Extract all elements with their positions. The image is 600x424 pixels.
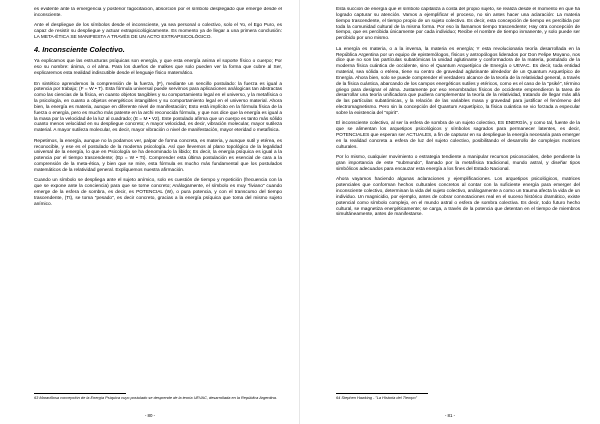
footnote-rule bbox=[34, 393, 126, 394]
paragraph: Por lo mismo, cualquier movimiento o estrategia tendiente a manipular recursos psicosociales, debe pendiente la gran importancia de este "submundo", llamado por la metafísica tradicional, mundo astral, y diseñar tipos simbólicos adecuados para encauzar esta energía a los fines del Estado Nacional. bbox=[336, 155, 580, 172]
paragraph: La energía es materia, o a la inversa, la materia es energía; Y esta revolucionaria teoría desarrollada en la República Argentina por un equipo de epistemólogos, físicos y antropólogos liderados por Don Felipe Moyano, nos dice que no son las partículas subatómicas la unidad aglutinante y conformadora de la materia, postulado de la moderna física cuántica de occidente, sino el Quantum Arquetípico de Energía o UEVAC. Es decir, toda entidad material, sea sólida o etérea, tiene su centro de gravedad aglutinante alrededor de un Quantum Arquetípico de Energía. Ahora bien, solo se puede comprender el verdadero alcance de la teoría de la relatividad general, a través de la física cuántica, abarcando de los campos energéticos sutiles y etéricos, como es el caso de la "psiké", término griego para designar el alma. Justamente por eso renombrados físicos de occidente emprendieron la tarea de desarrollar una teoría unificadora que pudiera complementar la teoría de la relatividad, tratando de llegar más allá de las partículas subatómicas, y la relación de las variables masa y gravedad para justificar el fenómeno del electromagnetismo. Pero sin la concepción del Quantum Arquetípico, la física cuántica se vio forzada a especular sobre la existencia del "spirit". bbox=[336, 46, 580, 116]
footnote: 63 Maravillosa concepción de la Energía Psíquica cuyo postulado se desprende de la teoría UEVAC, desarrollada en la República Argentina. bbox=[34, 395, 277, 400]
page-number: - 81 - bbox=[444, 413, 456, 418]
right-page bbox=[300, 0, 600, 424]
paragraph: Repetimos, la energía, aunque no la podamos ver, palpar de forma concreta, es materia, y aunque sutil y etérea, es reconocible, y ese es el postulado de la moderna psicología. Así que llevemos al plano topológico de la legalidad universal de la energía, lo que en Psicología se ha denominado la libido; Es decir, la energía psíquica es igual a la potencia por el tiempo trascendente; (Ep = W • Tt). Comprender esta última postulación es esencial de cara a la comprensión de la meta-ética, y bien que se mire, esta fórmula es mucho más fundamental que los postulados matemáticos de la relatividad general. Expliquemos nuestra afirmación. bbox=[34, 138, 282, 173]
left-text-column bbox=[34, 7, 282, 385]
paragraph: Ante el despliegue de los símbolos desde el inconsciente, ya sea personal o colectivo, solo el Yo, el Ego Puro, es capaz de resistir su despliegue y actuar extrapsicológicamente. Es momento ya de llegar a una primera conclusión: LA META-ÉTICA SE MANIFIESTA A TRAVÉS DE UN ACTO EXTRAPSICOLÓGICO. bbox=[34, 23, 282, 40]
paragraph: El inconsciente colectivo, al ser la esfera de sombra de un sujeto colectivo, ES ENERGÍA, y como tal, fuente de la que se alimentan los arquetipos psicológicos y símbolos sagrados para permanecer latentes, es decir, POTENCIALES que esperan ser ACTUALES, a fin de capturar en su despliegue la energía necesaria para emerger en la realidad concreta a esfera de luz del sujeto colectivo, posibilitando el desarrollo de complejos motrices culturales. bbox=[336, 121, 580, 150]
section-heading: 4. Inconsciente Colectivo. bbox=[34, 45, 125, 55]
paragraph: Ahora vayamos haciendo algunas aclaraciones y ejemplificaciones. Los arquetipos psicológicos, matrices potenciales que conforman hechos culturales concretos al contar con la suficiente energía para emerger del inconsciente colectivo, determinan la vida del sujeto colectivo, análogamente a como un trauma afecta la vida de un individuo. Un magnicidio, por ejemplo, antes de cobrar connotaciones real en el suceso histórico dramático, existe potencial como símbolo complejo, en el mundo astral o esfera de sombra colectiva. Es decir, todo futuro hecho cultural, se magnetiza energéticamente; se carga, a través de la potencia que detentan en el tiempo de miembros simultáneamente, antes de manifestarse. bbox=[336, 177, 580, 218]
right-text-column bbox=[336, 7, 580, 385]
paragraph: Ya explicamos que las estructuras psíquicas son energía, y que esta energía anima el soporte físico o cuerpo; Por eso su nombre: ánima, o el alma. Para los dueños de malkes que solo pueden ver la forma que cubre al Ser, explicaremos esta realidad indiscutible desde el lenguaje físico matemático. bbox=[34, 59, 282, 77]
paragraph: Ésta succión de energía que el símbolo capitaliza a costa del propio sujeto, se realiza desde el momento en que ha logrado capturar su atención. Vamos a ejemplificar el proceso, no sin antes hacer una aclaración: La materia tiempo trascendente, el tiempo propio de un sujeto colectivo. Es decir, esta concepción de tiempo es percibida por toda la comunidad cultural de la misma forma. Por eso la llamamos tiempo trascendente; Hay otra concepción de tiempo, que es percibida únicamente por cada individuo; Recibe el nombre de tiempo inmanente, y solo puede ser percibido por uno mismo. bbox=[336, 7, 580, 42]
footnote: 64 Stephen Hawking - "La Historia del Tiempo" bbox=[336, 395, 418, 400]
page-number: - 80 - bbox=[144, 413, 156, 418]
paragraph: En sintético aprendemos la comprensión de la fuerza, (F), mediante un sencillo postulado: la fuerza es igual a potencia por trabajo; (F = W • T). Esta fórmula universal puede servirnos para aplicaciones análogicas tan abstractas como las ciencias de la física, en cuanto objetos tangibles y su comportamiento legal en el universo, y la metafísica o la psicología, en cuanto a objetos energéticos intangibles y su comportamiento legal en el universo material. Ahora bien, la energía es materia, aunque en diferente nivel de manifestación; Esto está implícito en la fórmula física de la fuerza o energía, pero es mucho más patente en la archi reconocida fórmula, y que nos dice que la energía es igual a la masa por la velocidad de la luz al cuadrado; (E = M • V2). Este postulado afirma que un cuerpo es tanto más sólido cuanto menos velocidad en su despliegue concreto; A mayor velocidad, es decir, vibración molecular, mayor sutileza material. A mayor sutileza molecular, es decir, mayor vibración o nivel de manifestación, mayor eteridad o metafísica. bbox=[34, 81, 282, 134]
paragraph: Cuando un símbolo se despliega ante el sujeto anímico, solo es cuestión de tiempo y repetición (frecuencia con la que se expone ante la conciencia) para que se torne concreto; Análogamente, el símbolo es muy "liviano" cuando emerge de la esfera de sombra, es decir, es POTENCIAL (W), o pura potencia, y con el transcurso del tiempo trascendente, (Tt), se toma "pesado", es decir concreto, gracias a la energía psíquica que toma del mismo sujeto anímico. bbox=[34, 178, 282, 207]
footnote-rule bbox=[336, 393, 428, 394]
paragraph: es evidente ante la emergencia y posterior fagocitación, absorción por el símbolo desplegado que emerge desde el inconsciente. bbox=[34, 7, 282, 18]
